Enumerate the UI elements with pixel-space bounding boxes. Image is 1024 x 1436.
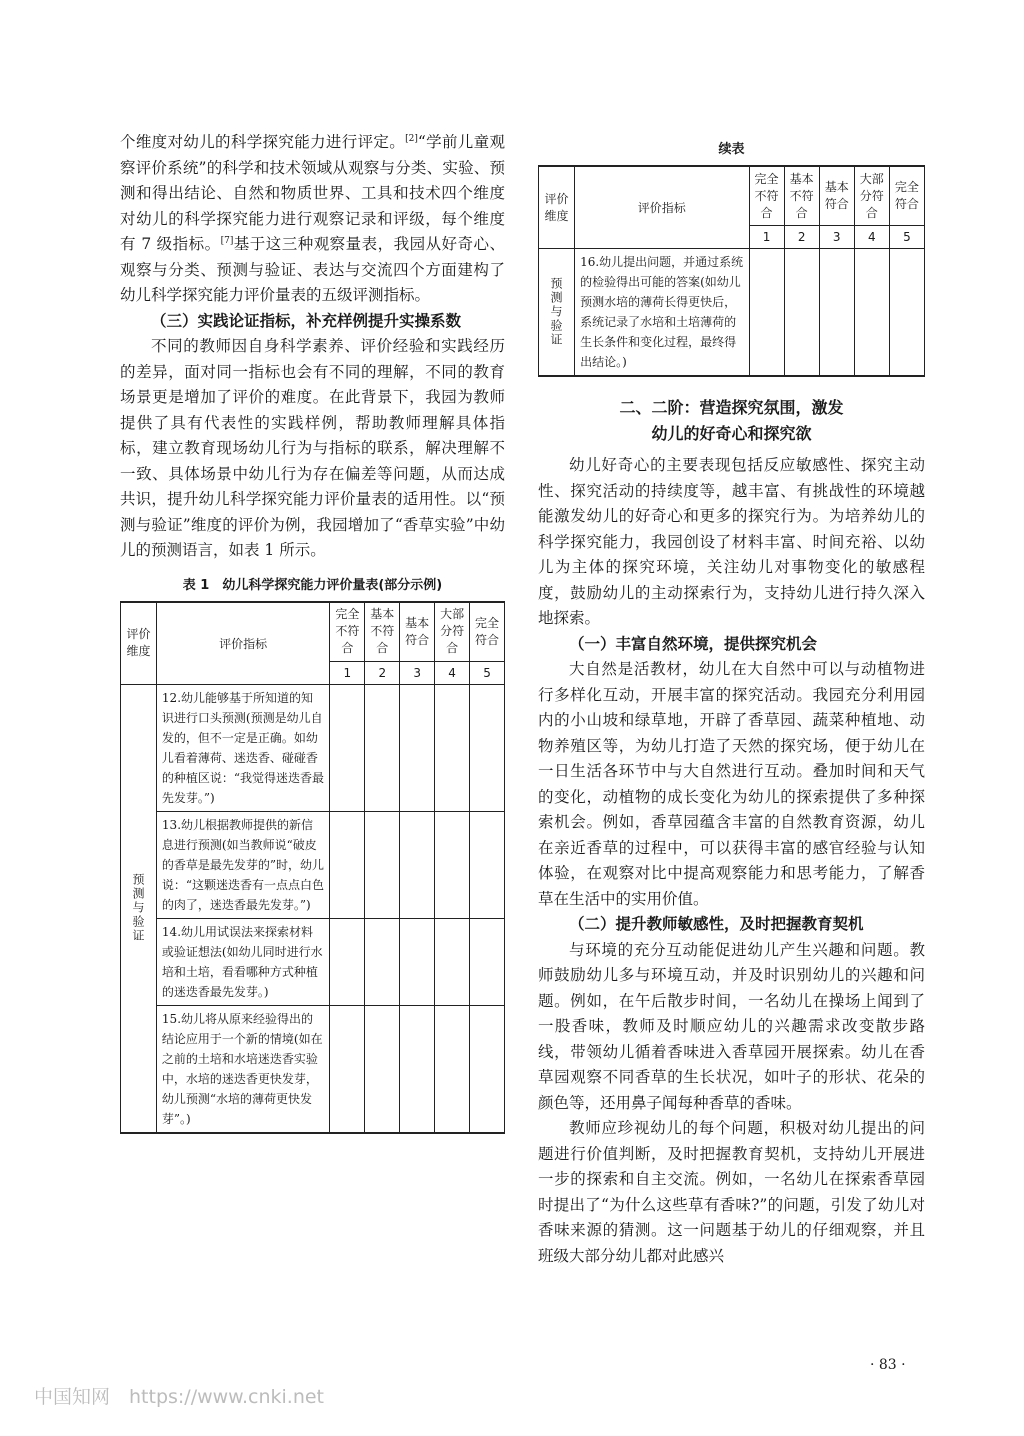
level-number: 4 [854, 226, 889, 249]
indicator-cell: 16.幼儿提出问题，并通过系统的检验得出可能的答案(如幼儿预测水培的薄荷长得更快后，系统记录了水培和土培薄荷的生长条件和变化过程，最终得出结论。) [575, 249, 749, 377]
section-heading-line2: 幼儿的好奇心和探究欲 [651, 424, 812, 443]
text: 个维度对幼儿的科学探究能力进行评定。 [120, 133, 406, 151]
evaluation-table-continued [538, 165, 925, 377]
dimension-label: 预测与验证 [549, 277, 564, 347]
indicator-cell: 13.幼儿根据教师提供的新信息进行预测(如当教师说“破皮的香草是最先发芽的”时，幼儿说：“这颗迷迭香有一点点白色的肉了，迷迭香最先发芽。”) [156, 811, 330, 918]
paragraph: 与环境的充分互动能促进幼儿产生兴趣和问题。教师鼓励幼儿多与环境互动，并及时识别幼儿的兴趣和问题。例如，在午后散步时间，一名幼儿在操场上闻到了一股香味，教师及时顺应幼儿的兴趣需求改变散步路线，带领幼儿循着香味进入香草园开展探索。幼儿在香草园观察不同香草的生长状况，如叶子的形状、花朵的颜色等，还用鼻子闻每种香草的香味。 [538, 940, 925, 1112]
header-dimension: 评价维度 [121, 602, 157, 685]
level-number: 5 [889, 226, 924, 249]
subsection-heading: （一）丰富自然环境，提供探究机会 [569, 634, 818, 653]
paragraph: 大自然是活教材，幼儿在大自然中可以与动植物进行多样化互动，开展丰富的探究活动。我园充分利用园内的小山坡和绿草地，开辟了香草园、蔬菜种植地、动物养殖区等，为幼儿打造了天然的探究场，便于幼儿在一日生活各环节中与大自然进行互动。叠加时间和天气的变化，动植物的成长变化为幼儿的探索提供了多种探索机会。例如，香草园蕴含丰富的自然教育资源，幼儿在亲近香草的过程中，可以获得丰富的感官经验与认知体验，在观察对比中提高观察能力和思考能力，了解香草在生活中的实用价值。 [538, 660, 925, 908]
rating-cell[interactable] [400, 1005, 435, 1133]
header-level: 大部分符合 [435, 602, 470, 662]
text: “学前儿童观察评价系统”的科学和技术领域从观察与分类、实验、预测和得出结论、自然和物质世界、工具和技术四个维度对幼儿的科学探究能力进行观察记录和评级，每个维度有 7 级指标。 [120, 133, 505, 253]
rating-cell[interactable] [435, 811, 470, 918]
citation-ref[interactable]: [2] [405, 133, 418, 144]
header-level: 基本符合 [819, 166, 854, 226]
rating-cell[interactable] [470, 811, 505, 918]
citation-ref[interactable]: [7] [220, 235, 234, 246]
rating-cell[interactable] [400, 811, 435, 918]
rating-cell[interactable] [470, 1005, 505, 1133]
level-number: 1 [749, 226, 784, 249]
rating-cell[interactable] [749, 249, 784, 377]
paragraph: 不同的教师因自身科学素养、评价经验和实践经历的差异，面对同一指标也会有不同的理解，不同的教育场景更是增加了评价的难度。在此背景下，我园为教师提供了具有代表性的实践样例，帮助教师理解具体指标，建立教育现场幼儿行为与指标的联系，解决理解不一致、具体场景中幼儿行为存在偏差等问题，从而达成共识，提升幼儿科学探究能力评价量表的适用性。以“预测与验证”维度的评价为例，我园增加了“香草实验”中幼儿的预测语言，如表 1 所示。 [120, 337, 505, 559]
indicator-cell: 14.幼儿用试误法来探索材料或验证想法(如幼儿同时进行水培和土培，看看哪种方式种植的迷迭香最先发芽。) [156, 918, 330, 1005]
right-column [538, 130, 925, 1269]
subsection-heading: （二）提升教师敏感性，及时把握教育契机 [569, 915, 864, 933]
rating-cell[interactable] [365, 811, 400, 918]
rating-cell[interactable] [470, 684, 505, 811]
rating-cell[interactable] [365, 1005, 400, 1133]
level-number: 2 [784, 226, 819, 249]
header-level: 基本不符合 [365, 602, 400, 662]
rating-cell[interactable] [330, 811, 365, 918]
evaluation-table [120, 601, 505, 1134]
watermark[interactable]: 中国知网 https://www.cnki.net [34, 1386, 325, 1408]
table-caption: 表 1 幼儿科学探究能力评价量表(部分示例) [182, 577, 443, 593]
rating-cell[interactable] [365, 918, 400, 1005]
level-number: 5 [470, 661, 505, 684]
rating-cell[interactable] [400, 684, 435, 811]
level-number: 3 [400, 661, 435, 684]
dimension-cell [539, 249, 575, 377]
indicator-cell: 15.幼儿将从原来经验得出的结论应用于一个新的情境(如在之前的土培和水培迷迭香实验中，水培的迷迭香更快发芽，幼儿预测“水培的薄荷更快发芽”。) [156, 1005, 330, 1133]
rating-cell[interactable] [330, 1005, 365, 1133]
rating-cell[interactable] [400, 918, 435, 1005]
rating-cell[interactable] [819, 249, 854, 377]
page-number: · 83 · [870, 1357, 906, 1373]
header-level: 完全符合 [470, 602, 505, 662]
table-caption-continued: 续表 [718, 142, 745, 157]
header-level: 大部分符合 [854, 166, 889, 226]
rating-cell[interactable] [435, 684, 470, 811]
rating-cell[interactable] [365, 684, 400, 811]
header-level: 完全不符合 [749, 166, 784, 226]
level-number: 4 [435, 661, 470, 684]
level-number: 2 [365, 661, 400, 684]
subsection-heading: （三）实践论证指标，补充样例提升实操系数 [151, 311, 462, 330]
rating-cell[interactable] [784, 249, 819, 377]
section-heading: 二、二阶：营造探究氛围，激发 [619, 398, 844, 417]
rating-cell[interactable] [330, 918, 365, 1005]
rating-cell[interactable] [854, 249, 889, 377]
header-level: 基本不符合 [784, 166, 819, 226]
header-level: 基本符合 [400, 602, 435, 662]
paragraph: 幼儿好奇心的主要表现包括反应敏感性、探究主动性、探究活动的持续度等，越丰富、有挑战性的环境越能激发幼儿的好奇心和更多的探究行为。为培养幼儿的科学探究能力，我园创设了材料丰富、时间充裕、以幼儿为主体的探究环境，关注幼儿对事物变化的敏感程度，鼓励幼儿的主动探索行为，支持幼儿进行持久深入地探索。 [538, 456, 925, 627]
level-number: 3 [819, 226, 854, 249]
header-indicator: 评价指标 [575, 166, 749, 249]
rating-cell[interactable] [435, 1005, 470, 1133]
left-column [120, 130, 505, 1134]
level-number: 1 [330, 661, 365, 684]
rating-cell[interactable] [330, 684, 365, 811]
dimension-cell [121, 684, 157, 1133]
header-indicator: 评价指标 [156, 602, 330, 685]
paragraph: 教师应珍视幼儿的每个问题，积极对幼儿提出的问题进行价值判断，及时把握教育契机，支持幼儿开展进一步的探索和自主交流。例如，一名幼儿在探索香草园时提出了“为什么这些草有香味?”的问题，引发了幼儿对香味来源的猜测。这一问题基于幼儿的仔细观察，并且班级大部分幼儿都对此感兴 [538, 1119, 925, 1265]
text: 基于这三种观察量表，我园从好奇心、观察与分类、预测与验证、表达与交流四个方面建构了幼儿科学探究能力评价量表的五级评测指标。 [120, 235, 505, 304]
header-dimension: 评价维度 [539, 166, 575, 249]
rating-cell[interactable] [470, 918, 505, 1005]
paragraph [120, 130, 505, 309]
indicator-cell: 12.幼儿能够基于所知道的知识进行口头预测(预测是幼儿自发的，但不一定是正确。如幼儿看着薄荷、迷迭香、碰碰香的种植区说：“我觉得迷迭香最先发芽。”) [156, 684, 330, 811]
rating-cell[interactable] [435, 918, 470, 1005]
dimension-label: 预测与验证 [130, 873, 145, 943]
header-level: 完全符合 [889, 166, 924, 226]
rating-cell[interactable] [889, 249, 924, 377]
header-level: 完全不符合 [330, 602, 365, 662]
